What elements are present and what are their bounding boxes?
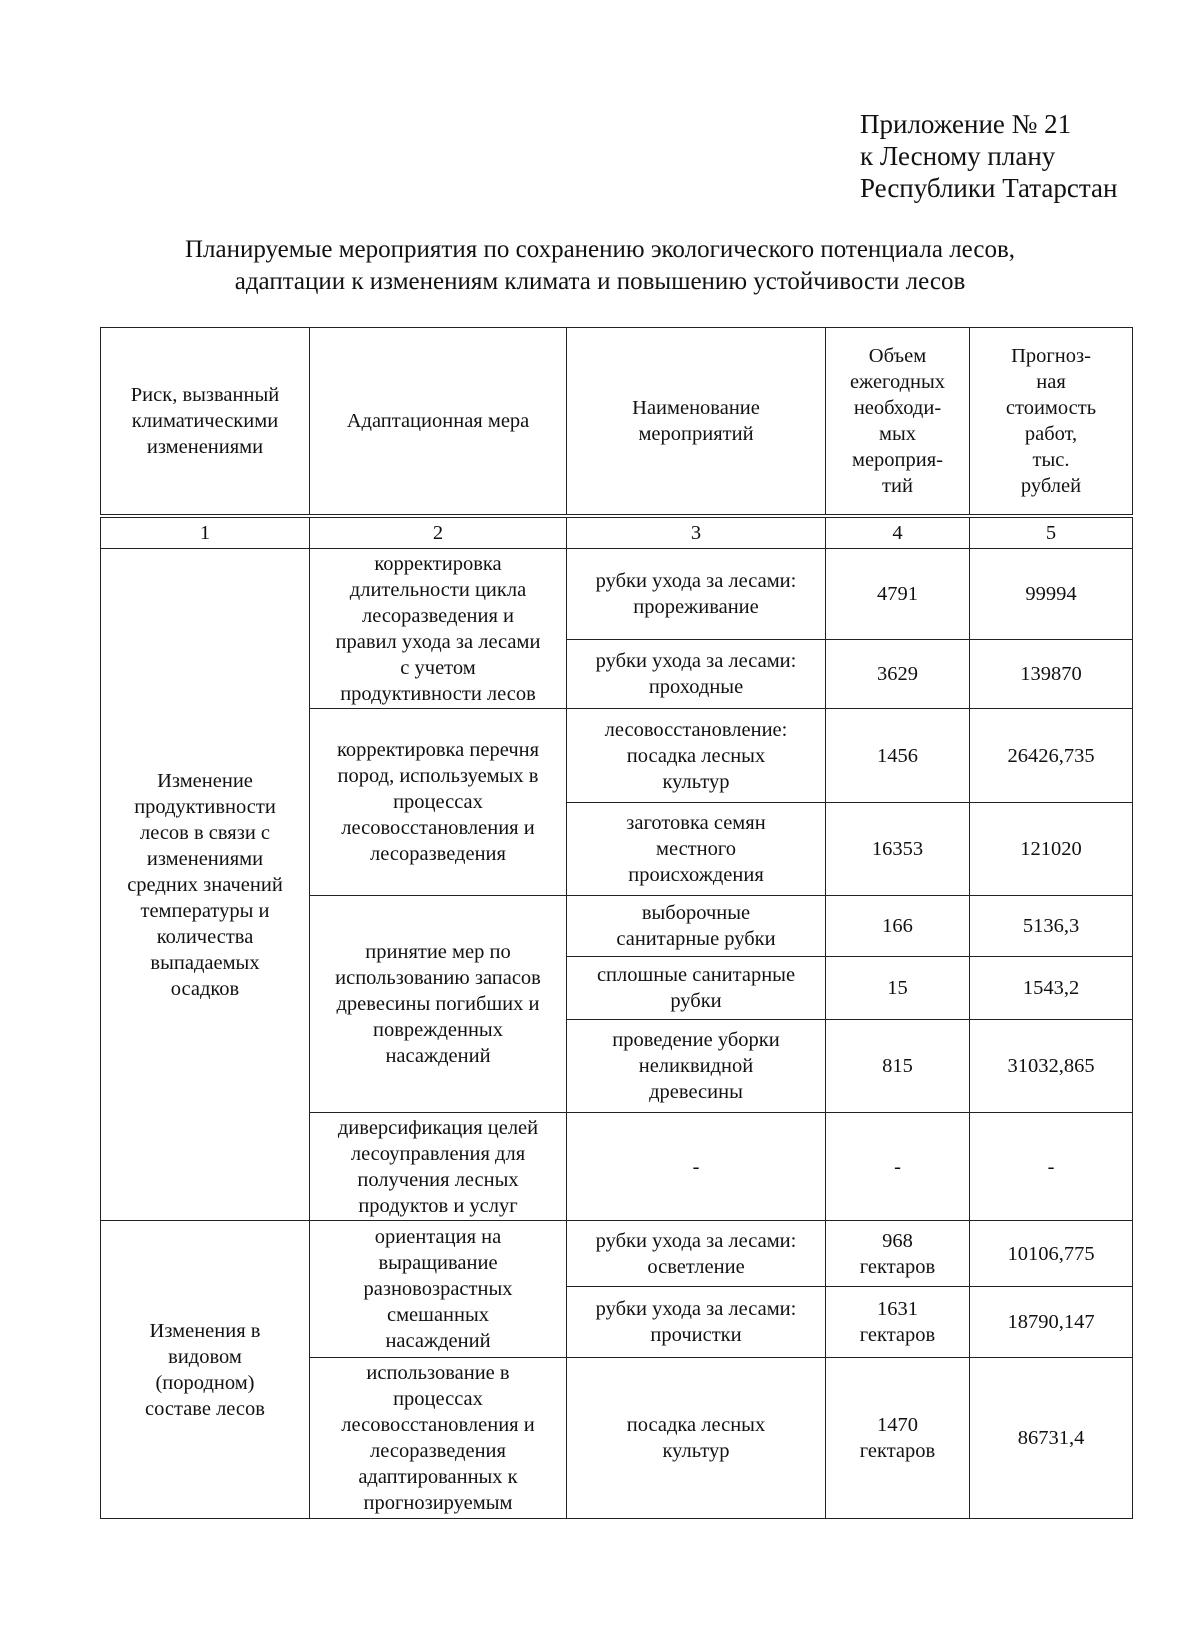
- title-line: Планируемые мероприятия по сохранению экологического потенциала лесов,: [184, 236, 1016, 263]
- activity-cell: [567, 803, 826, 896]
- cell-text-line: осветление: [647, 1255, 745, 1278]
- cell-text-line: длительности цикла: [349, 578, 527, 601]
- cell-text-line: мероприятий: [638, 423, 754, 445]
- cell-text-line: корректировка: [374, 552, 502, 575]
- cell-text-line: культур: [662, 770, 730, 793]
- title-line: адаптации к изменениям климата и повышению устойчивости лесов: [234, 268, 966, 295]
- cell-text-line: мых: [879, 423, 916, 445]
- cell-text-line: Адаптационная мера: [346, 410, 530, 432]
- cost-cell: 10106,775: [970, 1221, 1133, 1287]
- cell-text-line: количества: [156, 925, 254, 948]
- cell-text-line: поврежденных: [373, 1019, 503, 1041]
- cell-text-line: гектаров: [859, 1440, 936, 1462]
- cell-text-line: посадка лесных: [626, 744, 766, 767]
- cell-text-line: 16353: [871, 838, 924, 860]
- cell-text-line: работ,: [1024, 423, 1078, 445]
- appendix-reference: [860, 108, 1117, 204]
- cell-text-line: лесоразведения: [370, 1440, 506, 1462]
- cell-text-line: средних значений: [127, 873, 283, 896]
- cell-text-line: проходные: [648, 676, 744, 698]
- appendix-line: Приложение № 21: [860, 109, 1072, 139]
- cell-text-line: 15: [887, 977, 908, 999]
- volume-cell: [826, 1287, 970, 1358]
- volume-cell: [826, 640, 970, 709]
- cell-text-line: сплошные санитарные: [596, 964, 796, 986]
- cell-text-line: правил ухода за лесами: [335, 630, 541, 653]
- cell-text-line: климатическими: [131, 410, 279, 432]
- volume-cell: [826, 1020, 970, 1113]
- measure-cell: [310, 1113, 567, 1221]
- cell-text-line: Наименование: [632, 397, 760, 419]
- activity-cell: [567, 1020, 826, 1113]
- volume-cell: [826, 1358, 970, 1519]
- column-number: 1: [101, 516, 310, 549]
- cell-text-line: 166: [882, 915, 913, 937]
- cell-text-line: разновозрастных: [363, 1278, 513, 1300]
- cell-text-line: выпадаемых: [150, 951, 260, 974]
- measure-cell: [310, 1221, 567, 1358]
- cell-text-line: мероприя-: [851, 449, 944, 471]
- cell-text-line: диверсификация целей: [337, 1116, 539, 1139]
- cell-text-line: лесоразведения: [370, 843, 506, 865]
- activity-cell: [567, 709, 826, 803]
- cost-cell: 26426,735: [970, 709, 1133, 803]
- cell-text-line: 4791: [877, 583, 918, 605]
- volume-cell: [826, 549, 970, 640]
- cell-text-line: тий: [882, 475, 913, 497]
- cell-text-line: с учетом: [400, 656, 476, 679]
- cell-text-line: выборочные: [641, 902, 751, 924]
- cell-text-line: посадка лесных: [626, 1414, 766, 1436]
- cell-text-line: лесов в связи с: [139, 821, 271, 844]
- cell-text-line: Риск, вызванный: [130, 384, 280, 406]
- cell-text-line: составе лесов: [145, 1397, 265, 1420]
- cell-text-line: лесоразведения и: [361, 604, 515, 627]
- cell-text-line: лесоуправления для: [350, 1142, 526, 1165]
- cell-text-line: Изменение: [157, 769, 253, 792]
- measures-table: [100, 327, 1133, 1519]
- cell-text-line: изменениями: [146, 847, 264, 870]
- cell-text-line: 968: [882, 1229, 913, 1252]
- cost-cell: 18790,147: [970, 1287, 1133, 1358]
- cell-text-line: Изменения в: [149, 1319, 261, 1342]
- cell-text-line: получения лесных: [357, 1168, 519, 1191]
- cell-text-line: прочистки: [650, 1324, 742, 1346]
- header-risk: [101, 328, 310, 517]
- cell-text-line: выращивание: [378, 1252, 498, 1274]
- activity-cell: [567, 957, 826, 1020]
- measure-cell: [310, 549, 567, 709]
- activity-cell: [567, 896, 826, 957]
- activity-cell: [567, 640, 826, 709]
- volume-cell: [826, 1221, 970, 1287]
- header-activity: [567, 328, 826, 517]
- cell-text-line: рубки ухода за лесами:: [595, 570, 797, 592]
- cost-cell: 31032,865: [970, 1020, 1133, 1113]
- cell-text-line: культур: [662, 1440, 730, 1462]
- measure-cell: [310, 709, 567, 896]
- cell-text-line: адаптированных к: [358, 1466, 518, 1488]
- cell-text-line: проведение уборки: [612, 1029, 780, 1051]
- cell-text-line: 3629: [877, 663, 918, 685]
- cell-text-line: лесовосстановления и: [341, 1414, 535, 1436]
- cost-cell: -: [970, 1113, 1133, 1221]
- volume-cell: [826, 1113, 970, 1221]
- cell-text-line: прореживание: [633, 596, 759, 618]
- cell-text-line: рубки ухода за лесами:: [595, 650, 797, 672]
- activity-cell: [567, 1287, 826, 1358]
- cell-text-line: рубки ухода за лесами:: [595, 1229, 797, 1252]
- cell-text-line: продуктивности лесов: [340, 682, 536, 705]
- cell-text-line: продуктов и услуг: [358, 1194, 518, 1217]
- risk-cell: [101, 549, 310, 1221]
- table-row: [101, 549, 1133, 640]
- column-number: 5: [970, 516, 1133, 549]
- measure-cell: [310, 896, 567, 1113]
- volume-cell: [826, 709, 970, 803]
- cost-cell: 139870: [970, 640, 1133, 709]
- cell-text-line: изменениями: [146, 436, 264, 458]
- cost-cell: 1543,2: [970, 957, 1133, 1020]
- activity-cell: [567, 1221, 826, 1287]
- column-number: 2: [310, 516, 567, 549]
- cell-text-line: местного: [655, 838, 736, 860]
- cell-text-line: 815: [882, 1055, 913, 1077]
- cell-text-line: видовом: [168, 1345, 242, 1368]
- cell-text-line: рубки: [670, 990, 722, 1012]
- cell-text-line: (породном): [155, 1371, 255, 1394]
- header-cost: [970, 328, 1133, 517]
- header-measure: [310, 328, 567, 517]
- cell-text-line: 1470: [877, 1414, 918, 1436]
- volume-cell: [826, 803, 970, 896]
- cell-text-line: продуктивности: [134, 795, 276, 818]
- column-number-row: [101, 516, 1133, 549]
- header-volume: [826, 328, 970, 517]
- activity-cell: [567, 549, 826, 640]
- cell-text-line: тыс.: [1032, 449, 1070, 471]
- cell-text-line: Прогноз-: [1011, 345, 1091, 367]
- cell-text-line: санитарные рубки: [616, 928, 776, 950]
- cell-text-line: заготовка семян: [626, 812, 766, 834]
- cell-text-line: рублей: [1020, 475, 1082, 497]
- measure-cell: [310, 1358, 567, 1519]
- activity-cell: [567, 1113, 826, 1221]
- volume-cell: [826, 957, 970, 1020]
- cell-text-line: лесовосстановление:: [604, 718, 788, 741]
- column-number: 4: [826, 516, 970, 549]
- cell-text-line: ная: [1036, 371, 1066, 393]
- cell-text-line: принятие мер по: [365, 941, 511, 963]
- appendix-line: Республики Татарстан: [860, 173, 1118, 203]
- volume-cell: [826, 896, 970, 957]
- cell-text-line: необходи-: [853, 397, 942, 419]
- cell-text-line: древесины погибших и: [336, 993, 540, 1015]
- cost-cell: 86731,4: [970, 1358, 1133, 1519]
- cell-text-line: температуры и: [140, 899, 270, 922]
- cell-text-line: насаждений: [385, 1330, 491, 1352]
- cell-text-line: осадков: [170, 977, 240, 1000]
- cell-text-line: рубки ухода за лесами:: [595, 1298, 797, 1320]
- cell-text-line: использование в: [366, 1362, 510, 1384]
- cell-text-line: Объем: [868, 345, 927, 367]
- cell-text-line: древесины: [649, 1081, 743, 1103]
- cell-text-line: лесовосстановления и: [341, 817, 535, 839]
- cell-text-line: смешанных: [386, 1304, 490, 1326]
- cell-text-line: неликвидной: [638, 1055, 754, 1077]
- cost-cell: 5136,3: [970, 896, 1133, 957]
- cell-text-line: гектаров: [859, 1255, 936, 1278]
- cost-cell: 99994: [970, 549, 1133, 640]
- cell-text-line: происхождения: [628, 864, 764, 886]
- cell-text-line: процессах: [393, 791, 483, 813]
- cell-text-line: -: [692, 1155, 700, 1178]
- cell-text-line: 1456: [877, 744, 918, 767]
- column-number: 3: [567, 516, 826, 549]
- cell-text-line: 1631: [877, 1298, 918, 1320]
- cell-text-line: ориентация на: [374, 1226, 502, 1248]
- cell-text-line: стоимость: [1005, 397, 1097, 419]
- cost-cell: 121020: [970, 803, 1133, 896]
- cell-text-line: пород, используемых в: [337, 765, 539, 787]
- activity-cell: [567, 1358, 826, 1519]
- cell-text-line: насаждений: [385, 1045, 491, 1067]
- table-row: [101, 1221, 1133, 1287]
- header-row: [101, 328, 1133, 517]
- cell-text-line: гектаров: [859, 1324, 936, 1346]
- cell-text-line: -: [894, 1155, 901, 1178]
- cell-text-line: процессах: [393, 1388, 483, 1410]
- cell-text-line: ежегодных: [849, 371, 946, 393]
- document-title: [0, 234, 1200, 298]
- cell-text-line: использованию запасов: [335, 967, 541, 989]
- risk-cell: [101, 1221, 310, 1519]
- cell-text-line: корректировка перечня: [336, 739, 540, 761]
- appendix-line: к Лесному плану: [860, 141, 1056, 171]
- cell-text-line: прогнозируемым: [363, 1492, 513, 1514]
